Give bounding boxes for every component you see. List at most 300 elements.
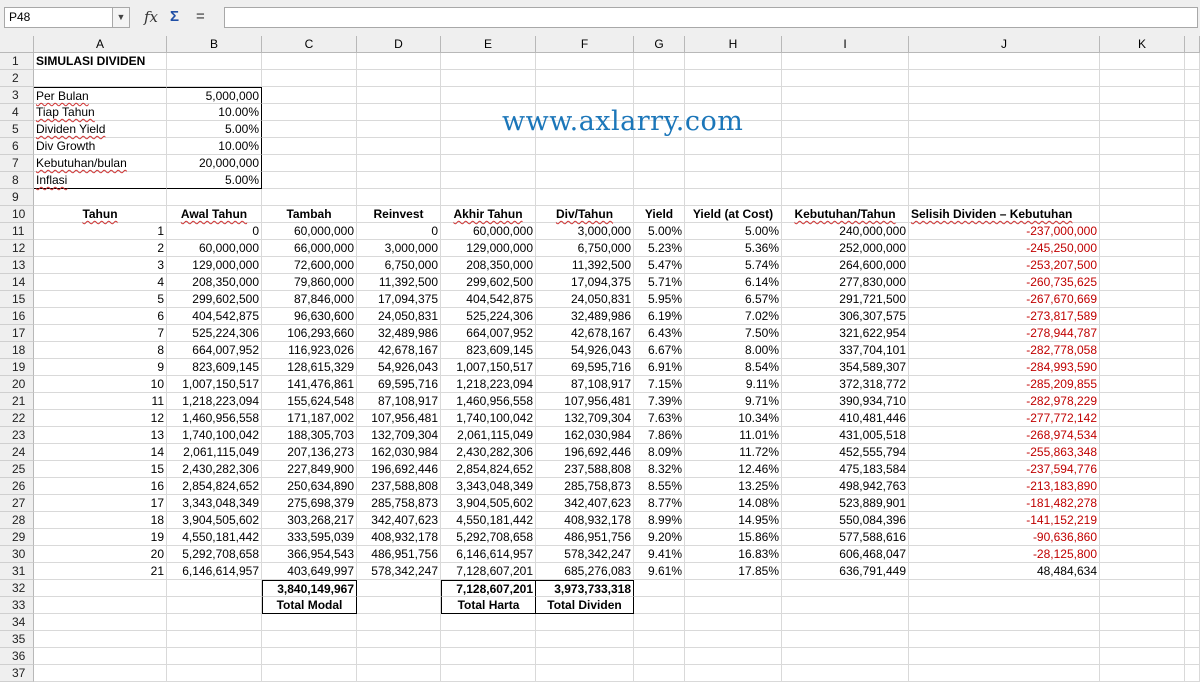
sheet-cell[interactable]	[1100, 206, 1185, 223]
table-data-cell[interactable]: 7.15%	[634, 376, 685, 393]
table-data-cell[interactable]: 525,224,306	[441, 308, 536, 325]
row-header[interactable]: 31	[0, 563, 34, 580]
table-header-cell[interactable]	[782, 206, 909, 223]
sheet-cell[interactable]	[782, 189, 909, 206]
table-data-cell[interactable]: 6,750,000	[536, 240, 634, 257]
table-data-cell[interactable]: 107,956,481	[536, 393, 634, 410]
table-data-cell[interactable]: 342,407,623	[357, 512, 441, 529]
sheet-cell[interactable]	[536, 172, 634, 189]
sheet-cell[interactable]	[909, 614, 1100, 631]
sheet-cell[interactable]	[1100, 121, 1185, 138]
sheet-cell[interactable]	[262, 172, 357, 189]
row-header[interactable]: 37	[0, 665, 34, 682]
table-data-cell[interactable]: 372,318,772	[782, 376, 909, 393]
sheet-cell[interactable]	[262, 70, 357, 87]
table-data-cell[interactable]: 17,094,375	[536, 274, 634, 291]
sheet-cell[interactable]	[685, 665, 782, 682]
table-header-cell[interactable]	[262, 206, 357, 223]
table-data-cell[interactable]: 188,305,703	[262, 427, 357, 444]
sheet-cell[interactable]	[782, 665, 909, 682]
table-data-cell[interactable]: 5.36%	[685, 240, 782, 257]
table-data-cell[interactable]: 333,595,039	[262, 529, 357, 546]
table-data-cell[interactable]: 1,460,956,558	[441, 393, 536, 410]
table-data-cell[interactable]: 1,740,100,042	[441, 410, 536, 427]
table-data-cell[interactable]: 155,624,548	[262, 393, 357, 410]
param-label[interactable]	[34, 121, 167, 138]
select-all-corner[interactable]	[0, 36, 34, 53]
row-header[interactable]: 18	[0, 342, 34, 359]
table-data-cell[interactable]: 498,942,763	[782, 478, 909, 495]
table-data-cell[interactable]: 5.00%	[634, 223, 685, 240]
sheet-cell[interactable]	[167, 70, 262, 87]
table-data-cell[interactable]: 9.41%	[634, 546, 685, 563]
sheet-cell[interactable]	[909, 121, 1100, 138]
table-data-cell[interactable]: 14.95%	[685, 512, 782, 529]
table-data-cell[interactable]: 7,128,607,201	[441, 563, 536, 580]
sheet-cell[interactable]	[909, 189, 1100, 206]
sheet-cell[interactable]	[782, 614, 909, 631]
sheet-cell[interactable]	[262, 121, 357, 138]
table-data-cell[interactable]: 299,602,500	[441, 274, 536, 291]
row-header[interactable]: 30	[0, 546, 34, 563]
table-data-cell[interactable]: 12.46%	[685, 461, 782, 478]
row-header[interactable]: 20	[0, 376, 34, 393]
table-data-cell[interactable]: -285,209,855	[909, 376, 1100, 393]
table-data-cell[interactable]: 8.55%	[634, 478, 685, 495]
sheet-cell[interactable]	[1100, 359, 1185, 376]
table-data-cell[interactable]: 16	[34, 478, 167, 495]
table-data-cell[interactable]: 303,268,217	[262, 512, 357, 529]
sheet-cell[interactable]	[909, 104, 1100, 121]
table-data-cell[interactable]: 87,108,917	[357, 393, 441, 410]
table-data-cell[interactable]: 664,007,952	[441, 325, 536, 342]
sheet-cell[interactable]	[441, 189, 536, 206]
table-header-cell[interactable]	[167, 206, 262, 223]
table-data-cell[interactable]: 2,061,115,049	[167, 444, 262, 461]
sheet-cell[interactable]	[782, 138, 909, 155]
table-data-cell[interactable]: 285,758,873	[357, 495, 441, 512]
table-data-cell[interactable]: 5.74%	[685, 257, 782, 274]
table-data-cell[interactable]: 5,292,708,658	[441, 529, 536, 546]
table-header-cell[interactable]	[909, 206, 1100, 223]
table-data-cell[interactable]: 3,000,000	[357, 240, 441, 257]
row-header[interactable]: 11	[0, 223, 34, 240]
row-header[interactable]: 2	[0, 70, 34, 87]
table-data-cell[interactable]: 7.50%	[685, 325, 782, 342]
table-data-cell[interactable]: 10.34%	[685, 410, 782, 427]
row-header[interactable]: 36	[0, 648, 34, 665]
column-header-d[interactable]: D	[357, 36, 441, 53]
sheet-cell[interactable]	[909, 648, 1100, 665]
table-data-cell[interactable]: -268,974,534	[909, 427, 1100, 444]
table-header-cell[interactable]	[357, 206, 441, 223]
row-header[interactable]: 34	[0, 614, 34, 631]
formula-input[interactable]	[224, 7, 1198, 28]
table-data-cell[interactable]: 486,951,756	[357, 546, 441, 563]
table-data-cell[interactable]: 208,350,000	[167, 274, 262, 291]
table-data-cell[interactable]: 72,600,000	[262, 257, 357, 274]
sheet-cell[interactable]	[685, 172, 782, 189]
table-data-cell[interactable]: -28,125,800	[909, 546, 1100, 563]
sheet-cell[interactable]	[909, 155, 1100, 172]
table-data-cell[interactable]: 6.43%	[634, 325, 685, 342]
table-data-cell[interactable]: 14	[34, 444, 167, 461]
sheet-cell[interactable]	[634, 648, 685, 665]
column-header-h[interactable]: H	[685, 36, 782, 53]
table-data-cell[interactable]: 132,709,304	[536, 410, 634, 427]
sheet-cell[interactable]	[536, 631, 634, 648]
chevron-down-icon[interactable]: ▼	[112, 8, 129, 27]
row-header[interactable]: 19	[0, 359, 34, 376]
sheet-cell[interactable]	[357, 648, 441, 665]
sheet-cell[interactable]	[1100, 631, 1185, 648]
table-data-cell[interactable]: 208,350,000	[441, 257, 536, 274]
sheet-cell[interactable]	[1100, 342, 1185, 359]
table-data-cell[interactable]: 60,000,000	[262, 223, 357, 240]
sheet-cell[interactable]	[1100, 53, 1185, 70]
function-wizard-icon[interactable]: fx	[144, 8, 159, 26]
param-label[interactable]	[34, 104, 167, 121]
table-data-cell[interactable]: 11	[34, 393, 167, 410]
sheet-cell[interactable]	[634, 665, 685, 682]
sheet-cell[interactable]	[34, 631, 167, 648]
table-data-cell[interactable]: 9	[34, 359, 167, 376]
table-data-cell[interactable]: -253,207,500	[909, 257, 1100, 274]
table-data-cell[interactable]: 18	[34, 512, 167, 529]
table-data-cell[interactable]: 823,609,145	[167, 359, 262, 376]
table-data-cell[interactable]: 354,589,307	[782, 359, 909, 376]
sheet-cell[interactable]	[1100, 495, 1185, 512]
table-data-cell[interactable]: 252,000,000	[782, 240, 909, 257]
table-data-cell[interactable]: 6,146,614,957	[167, 563, 262, 580]
table-data-cell[interactable]: 237,588,808	[357, 478, 441, 495]
table-data-cell[interactable]: 237,588,808	[536, 461, 634, 478]
sheet-cell[interactable]	[357, 597, 441, 614]
table-data-cell[interactable]: 5,292,708,658	[167, 546, 262, 563]
equals-icon[interactable]: =	[196, 8, 205, 25]
table-data-cell[interactable]: -278,944,787	[909, 325, 1100, 342]
sheet-cell[interactable]	[634, 155, 685, 172]
table-data-cell[interactable]: 96,630,600	[262, 308, 357, 325]
table-data-cell[interactable]: 240,000,000	[782, 223, 909, 240]
sheet-cell[interactable]	[1100, 580, 1185, 597]
table-data-cell[interactable]: 475,183,584	[782, 461, 909, 478]
table-data-cell[interactable]: 87,108,917	[536, 376, 634, 393]
sheet-cell[interactable]	[441, 631, 536, 648]
table-data-cell[interactable]: 3,000,000	[536, 223, 634, 240]
total-harta-value[interactable]: 7,128,607,201	[441, 580, 536, 597]
sheet-cell[interactable]	[34, 580, 167, 597]
table-data-cell[interactable]: 132,709,304	[357, 427, 441, 444]
table-data-cell[interactable]: 8.77%	[634, 495, 685, 512]
table-data-cell[interactable]: 403,649,997	[262, 563, 357, 580]
sheet-cell[interactable]	[167, 631, 262, 648]
table-data-cell[interactable]: 390,934,710	[782, 393, 909, 410]
sheet-cell[interactable]	[357, 580, 441, 597]
row-header[interactable]: 6	[0, 138, 34, 155]
table-data-cell[interactable]: 6.91%	[634, 359, 685, 376]
sheet-cell[interactable]	[357, 614, 441, 631]
row-header[interactable]: 33	[0, 597, 34, 614]
table-data-cell[interactable]: 107,956,481	[357, 410, 441, 427]
table-data-cell[interactable]: 5	[34, 291, 167, 308]
table-data-cell[interactable]: 321,622,954	[782, 325, 909, 342]
param-label[interactable]	[34, 155, 167, 172]
row-header[interactable]: 15	[0, 291, 34, 308]
sheet-cell[interactable]	[634, 631, 685, 648]
table-data-cell[interactable]: -260,735,625	[909, 274, 1100, 291]
sheet-cell[interactable]	[634, 172, 685, 189]
table-data-cell[interactable]: 578,342,247	[357, 563, 441, 580]
row-header[interactable]: 32	[0, 580, 34, 597]
table-data-cell[interactable]: 6	[34, 308, 167, 325]
table-data-cell[interactable]: 3,904,505,602	[167, 512, 262, 529]
table-data-cell[interactable]: -284,993,590	[909, 359, 1100, 376]
sheet-cell[interactable]	[167, 665, 262, 682]
table-data-cell[interactable]: 13	[34, 427, 167, 444]
sheet-cell[interactable]	[441, 172, 536, 189]
sheet-cell[interactable]	[1100, 291, 1185, 308]
table-data-cell[interactable]: 11,392,500	[357, 274, 441, 291]
sheet-cell[interactable]	[909, 631, 1100, 648]
table-data-cell[interactable]: 5.00%	[685, 223, 782, 240]
row-header[interactable]: 7	[0, 155, 34, 172]
table-data-cell[interactable]: 10	[34, 376, 167, 393]
table-data-cell[interactable]: 227,849,900	[262, 461, 357, 478]
row-header[interactable]: 25	[0, 461, 34, 478]
sheet-cell[interactable]	[685, 138, 782, 155]
table-data-cell[interactable]: 32,489,986	[536, 308, 634, 325]
column-header-b[interactable]: B	[167, 36, 262, 53]
table-data-cell[interactable]: 636,791,449	[782, 563, 909, 580]
sheet-cell[interactable]	[685, 631, 782, 648]
sheet-cell[interactable]	[357, 189, 441, 206]
table-data-cell[interactable]: 4,550,181,442	[167, 529, 262, 546]
table-data-cell[interactable]: 7.39%	[634, 393, 685, 410]
row-header[interactable]: 10	[0, 206, 34, 223]
table-data-cell[interactable]: 6,146,614,957	[441, 546, 536, 563]
total-dividen-label[interactable]: Total Dividen	[536, 597, 634, 614]
table-data-cell[interactable]: 8.99%	[634, 512, 685, 529]
sheet-cell[interactable]	[167, 648, 262, 665]
table-data-cell[interactable]: 0	[357, 223, 441, 240]
sheet-cell[interactable]	[909, 172, 1100, 189]
param-label[interactable]	[34, 87, 167, 104]
table-data-cell[interactable]: 129,000,000	[441, 240, 536, 257]
sheet-cell[interactable]	[1100, 665, 1185, 682]
param-value[interactable]: 10.00%	[167, 104, 262, 121]
table-data-cell[interactable]: 11.01%	[685, 427, 782, 444]
param-label[interactable]	[34, 172, 167, 189]
param-value[interactable]: 5,000,000	[167, 87, 262, 104]
sheet-cell[interactable]	[441, 138, 536, 155]
sheet-cell[interactable]	[441, 648, 536, 665]
sheet-cell[interactable]	[634, 189, 685, 206]
row-header[interactable]: 35	[0, 631, 34, 648]
table-data-cell[interactable]: 5.23%	[634, 240, 685, 257]
row-header[interactable]: 12	[0, 240, 34, 257]
column-header-i[interactable]: I	[782, 36, 909, 53]
table-data-cell[interactable]: 823,609,145	[441, 342, 536, 359]
sheet-cell[interactable]	[1100, 376, 1185, 393]
sheet-cell[interactable]	[1100, 461, 1185, 478]
table-data-cell[interactable]: 285,758,873	[536, 478, 634, 495]
sheet-cell[interactable]	[1100, 104, 1185, 121]
table-data-cell[interactable]: 48,484,634	[909, 563, 1100, 580]
sheet-cell[interactable]	[34, 614, 167, 631]
table-data-cell[interactable]: 6.19%	[634, 308, 685, 325]
table-data-cell[interactable]: 8	[34, 342, 167, 359]
sheet-cell[interactable]	[1100, 257, 1185, 274]
table-header-cell[interactable]	[441, 206, 536, 223]
table-data-cell[interactable]: 66,000,000	[262, 240, 357, 257]
sheet-cell[interactable]	[34, 189, 167, 206]
table-data-cell[interactable]: 4	[34, 274, 167, 291]
sheet-cell[interactable]	[167, 614, 262, 631]
sheet-cell[interactable]	[357, 172, 441, 189]
sheet-cell[interactable]	[357, 53, 441, 70]
table-data-cell[interactable]: 11,392,500	[536, 257, 634, 274]
sheet-cell[interactable]	[167, 580, 262, 597]
table-data-cell[interactable]: 408,932,178	[536, 512, 634, 529]
table-data-cell[interactable]: 2,061,115,049	[441, 427, 536, 444]
sheet-cell[interactable]	[536, 648, 634, 665]
table-data-cell[interactable]: -181,482,278	[909, 495, 1100, 512]
table-data-cell[interactable]: 13.25%	[685, 478, 782, 495]
sheet-cell[interactable]	[1100, 70, 1185, 87]
sheet-cell[interactable]	[1100, 240, 1185, 257]
sheet-cell[interactable]	[1100, 138, 1185, 155]
table-data-cell[interactable]: 1,007,150,517	[167, 376, 262, 393]
row-header[interactable]: 9	[0, 189, 34, 206]
sheet-cell[interactable]	[441, 614, 536, 631]
column-header-g[interactable]: G	[634, 36, 685, 53]
table-data-cell[interactable]: 9.71%	[685, 393, 782, 410]
table-data-cell[interactable]: 7	[34, 325, 167, 342]
table-data-cell[interactable]: 7.02%	[685, 308, 782, 325]
table-data-cell[interactable]: 196,692,446	[357, 461, 441, 478]
sheet-cell[interactable]	[1100, 308, 1185, 325]
sheet-cell[interactable]	[1100, 444, 1185, 461]
table-data-cell[interactable]: 291,721,500	[782, 291, 909, 308]
table-data-cell[interactable]: 106,293,660	[262, 325, 357, 342]
sheet-cell[interactable]	[262, 53, 357, 70]
table-data-cell[interactable]: 20	[34, 546, 167, 563]
sheet-cell[interactable]	[1100, 189, 1185, 206]
sheet-cell[interactable]	[1100, 563, 1185, 580]
sheet-cell[interactable]	[262, 631, 357, 648]
table-data-cell[interactable]: 2,430,282,306	[167, 461, 262, 478]
table-data-cell[interactable]: 404,542,875	[167, 308, 262, 325]
table-data-cell[interactable]: 24,050,831	[536, 291, 634, 308]
table-data-cell[interactable]: -267,670,669	[909, 291, 1100, 308]
column-header-k[interactable]: K	[1100, 36, 1185, 53]
table-data-cell[interactable]: 129,000,000	[167, 257, 262, 274]
table-data-cell[interactable]: 5.95%	[634, 291, 685, 308]
table-data-cell[interactable]: -90,636,860	[909, 529, 1100, 546]
sheet-cell[interactable]	[357, 665, 441, 682]
sheet-cell[interactable]	[262, 614, 357, 631]
sheet-cell[interactable]	[536, 665, 634, 682]
sheet-cell[interactable]	[262, 138, 357, 155]
table-data-cell[interactable]: 550,084,396	[782, 512, 909, 529]
table-data-cell[interactable]: 8.09%	[634, 444, 685, 461]
sheet-cell[interactable]	[634, 614, 685, 631]
table-data-cell[interactable]: 162,030,984	[357, 444, 441, 461]
sheet-cell[interactable]	[357, 104, 441, 121]
table-data-cell[interactable]: 196,692,446	[536, 444, 634, 461]
sheet-cell[interactable]	[909, 580, 1100, 597]
table-data-cell[interactable]: 8.54%	[685, 359, 782, 376]
table-data-cell[interactable]: 250,634,890	[262, 478, 357, 495]
sheet-cell[interactable]	[1100, 155, 1185, 172]
sheet-cell[interactable]	[685, 53, 782, 70]
sheet-cell[interactable]	[909, 665, 1100, 682]
table-data-cell[interactable]: 141,476,861	[262, 376, 357, 393]
table-data-cell[interactable]: 452,555,794	[782, 444, 909, 461]
sheet-cell[interactable]	[685, 87, 782, 104]
sheet-cell[interactable]	[685, 189, 782, 206]
table-data-cell[interactable]: 486,951,756	[536, 529, 634, 546]
table-data-cell[interactable]: 0	[167, 223, 262, 240]
sheet-cell[interactable]	[909, 87, 1100, 104]
sheet-cell[interactable]	[1100, 87, 1185, 104]
table-data-cell[interactable]: 8.32%	[634, 461, 685, 478]
table-data-cell[interactable]: 3	[34, 257, 167, 274]
sheet-cell[interactable]	[782, 87, 909, 104]
sheet-cell[interactable]	[1100, 172, 1185, 189]
table-data-cell[interactable]: 299,602,500	[167, 291, 262, 308]
table-data-cell[interactable]: 15.86%	[685, 529, 782, 546]
table-data-cell[interactable]: 578,342,247	[536, 546, 634, 563]
row-header[interactable]: 29	[0, 529, 34, 546]
total-modal-value[interactable]: 3,840,149,967	[262, 580, 357, 597]
table-data-cell[interactable]: 116,923,026	[262, 342, 357, 359]
table-data-cell[interactable]: 1,218,223,094	[441, 376, 536, 393]
table-data-cell[interactable]: 277,830,000	[782, 274, 909, 291]
table-data-cell[interactable]: 8.00%	[685, 342, 782, 359]
sheet-cell[interactable]	[634, 597, 685, 614]
sheet-cell[interactable]	[782, 631, 909, 648]
table-data-cell[interactable]: -213,183,890	[909, 478, 1100, 495]
table-data-cell[interactable]: 577,588,616	[782, 529, 909, 546]
sheet-cell[interactable]	[34, 597, 167, 614]
table-data-cell[interactable]: 523,889,901	[782, 495, 909, 512]
row-header[interactable]: 27	[0, 495, 34, 512]
table-data-cell[interactable]: 408,932,178	[357, 529, 441, 546]
row-header[interactable]: 1	[0, 53, 34, 70]
table-data-cell[interactable]: 5.71%	[634, 274, 685, 291]
sheet-cell[interactable]	[1100, 427, 1185, 444]
sheet-cell[interactable]	[782, 104, 909, 121]
param-value[interactable]: 5.00%	[167, 172, 262, 189]
table-data-cell[interactable]: 1,460,956,558	[167, 410, 262, 427]
total-dividen-value[interactable]: 3,973,733,318	[536, 580, 634, 597]
table-data-cell[interactable]: 79,860,000	[262, 274, 357, 291]
sheet-cell[interactable]	[634, 53, 685, 70]
sheet-cell[interactable]	[262, 189, 357, 206]
param-value[interactable]: 10.00%	[167, 138, 262, 155]
table-data-cell[interactable]: 3,904,505,602	[441, 495, 536, 512]
table-data-cell[interactable]: 685,276,083	[536, 563, 634, 580]
param-value[interactable]: 5.00%	[167, 121, 262, 138]
param-value[interactable]: 20,000,000	[167, 155, 262, 172]
sheet-cell[interactable]	[441, 70, 536, 87]
table-data-cell[interactable]: 60,000,000	[167, 240, 262, 257]
table-data-cell[interactable]: 87,846,000	[262, 291, 357, 308]
table-data-cell[interactable]: 11.72%	[685, 444, 782, 461]
sheet-cell[interactable]	[1100, 614, 1185, 631]
